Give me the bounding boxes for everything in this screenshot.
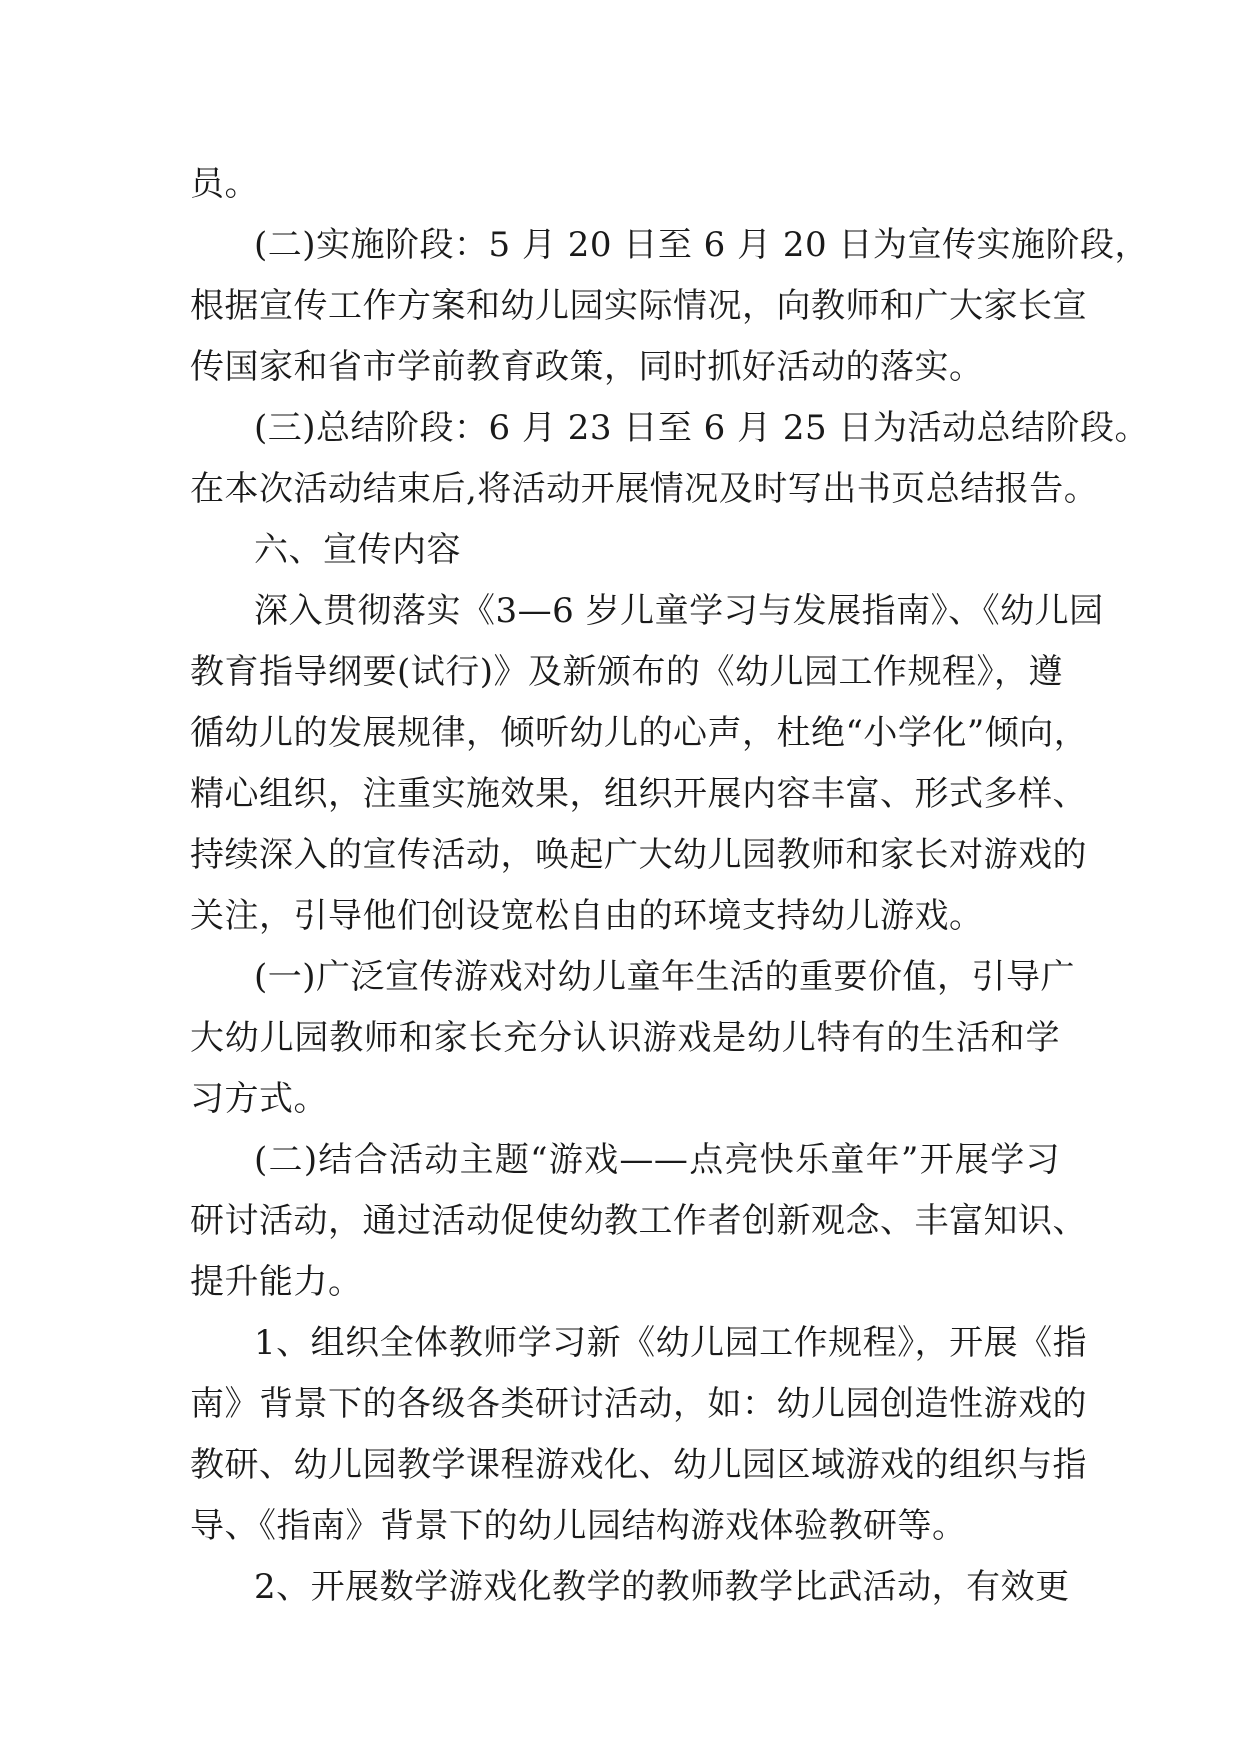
paragraph-line: 习方式。 (190, 1079, 328, 1119)
paragraph-line: 持续深入的宣传活动，唤起广大幼儿园教师和家长对游戏的 (190, 835, 1087, 875)
paragraph-line: 1、组织全体教师学习新《幼儿园工作规程》，开展《指 (254, 1323, 1088, 1363)
paragraph-line: 关注，引导他们创设宽松自由的环境支持幼儿游戏。 (190, 896, 984, 936)
paragraph-line: 教研、幼儿园教学课程游戏化、幼儿园区域游戏的组织与指 (190, 1445, 1087, 1485)
paragraph-line: 循幼儿的发展规律，倾听幼儿的心声，杜绝“小学化”倾向， (190, 713, 1089, 753)
paragraph-line: (二)结合活动主题“游戏——点亮快乐童年”开展学习 (254, 1140, 1060, 1180)
paragraph-line: 员。 (190, 164, 259, 204)
paragraph-line: 南》背景下的各级各类研讨活动，如：幼儿园创造性游戏的 (190, 1384, 1087, 1424)
paragraph-line: 研讨活动，通过活动促使幼教工作者创新观念、丰富知识、 (190, 1201, 1087, 1241)
paragraph-line: 提升能力。 (190, 1262, 363, 1302)
paragraph-line: (一)广泛宣传游戏对幼儿童年生活的重要价值，引导广 (254, 957, 1076, 997)
paragraph-line: (二)实施阶段：5 月 20 日至 6 月 20 日为宣传实施阶段， (254, 225, 1149, 265)
paragraph-line: (三)总结阶段：6 月 23 日至 6 月 25 日为活动总结阶段。 (254, 408, 1149, 448)
paragraph-line: 深入贯彻落实《3—6 岁儿童学习与发展指南》、《幼儿园 (254, 591, 1104, 631)
document-body (190, 154, 1149, 1618)
paragraph-line: 大幼儿园教师和家长充分认识游戏是幼儿特有的生活和学 (190, 1018, 1060, 1058)
paragraph-line: 教育指导纲要(试行)》及新颁布的《幼儿园工作规程》，遵 (190, 652, 1064, 692)
paragraph-line: 根据宣传工作方案和幼儿园实际情况，向教师和广大家长宣 (190, 286, 1087, 326)
paragraph-line: 2、开展数学游戏化教学的教师教学比武活动，有效更 (254, 1567, 1070, 1607)
paragraph-line: 精心组织，注重实施效果，组织开展内容丰富、形式多样、 (190, 774, 1087, 814)
paragraph-line: 导、《指南》背景下的幼儿园结构游戏体验教研等。 (190, 1506, 967, 1546)
paragraph-line: 传国家和省市学前教育政策，同时抓好活动的落实。 (190, 347, 984, 387)
paragraph-line: 在本次活动结束后,将活动开展情况及时写出书页总结报告。 (190, 469, 1099, 509)
section-heading: 六、宣传内容 (254, 530, 461, 570)
